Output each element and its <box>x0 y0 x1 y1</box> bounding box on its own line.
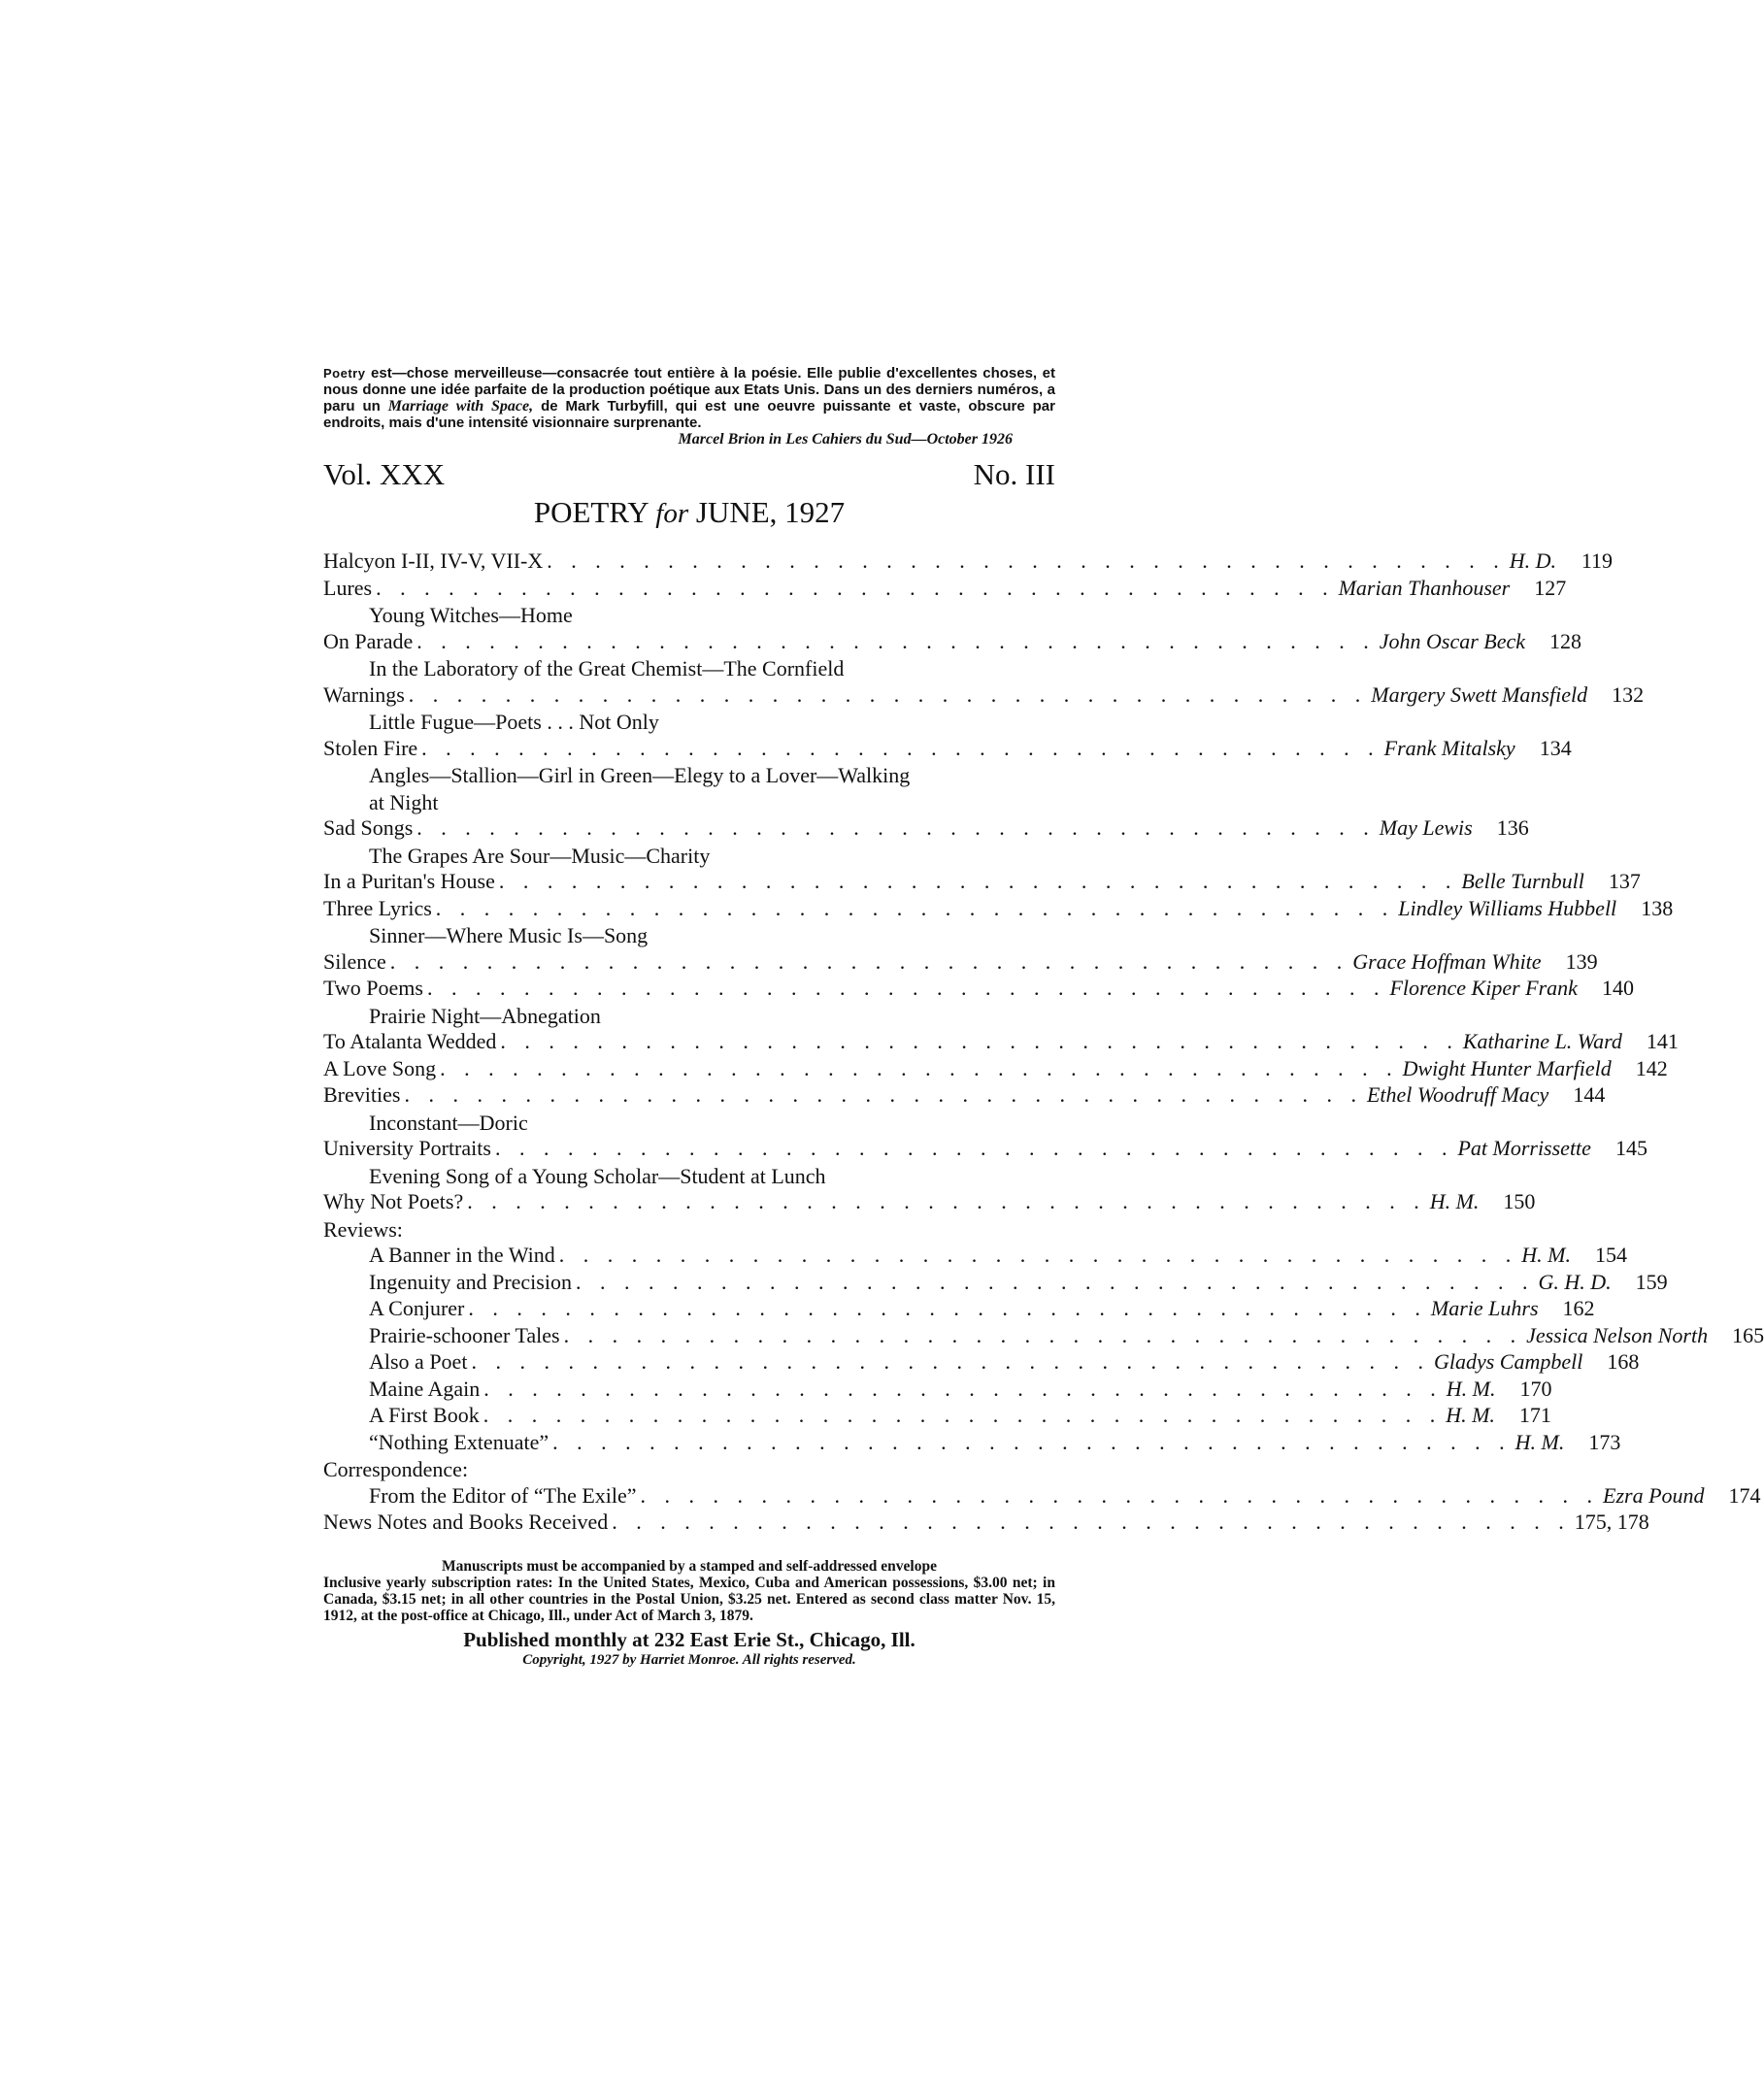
toc-page-number: 174 <box>1728 1482 1761 1508</box>
dot-leader: . . . . . . . . . . . . . . . . . . . . . . . . . . . . . . . . . . . . . . . . <box>389 948 1349 974</box>
page-title <box>323 495 1055 531</box>
toc-author: Pat Morrissette <box>1457 1136 1591 1160</box>
toc-author: Ezra Pound <box>1603 1482 1705 1508</box>
dot-leader: . . . . . . . . . . . . . . . . . . . . . . . . . . . . . . . . . . . . . . . . <box>435 895 1395 920</box>
toc-title: Prairie-schooner Tales <box>369 1322 560 1347</box>
toc-entry <box>323 548 1614 576</box>
toc-page-number: 159 <box>1635 1269 1668 1294</box>
toc-entry <box>323 1189 1536 1216</box>
toc-title: From the Editor of “The Exile” <box>369 1482 637 1508</box>
toc-author: H. M. <box>1446 1376 1496 1401</box>
dot-leader: . . . . . . . . . . . . . . . . . . . . . . . . . . . . . . . . . . . . . . . . <box>467 1189 1426 1213</box>
toc-page-number: 171 <box>1518 1403 1551 1427</box>
toc-page-number: 138 <box>1641 895 1674 920</box>
toc-title: News Notes and Books Received <box>323 1510 609 1534</box>
magazine-page <box>323 365 1764 1669</box>
toc-author: Florence Kiper Frank <box>1389 976 1578 1000</box>
toc-author: Margery Swett Mansfield <box>1371 681 1588 707</box>
toc-author: H. M. <box>1429 1189 1480 1213</box>
dot-leader: . . . . . . . . . . . . . . . . . . . . . . . . . . . . . . . . . . . . . . . . <box>416 628 1376 653</box>
dot-leader: . . . . . . . . . . . . . . . . . . . . . . . . . . . . . . . . . . . . . . . . <box>471 1349 1430 1374</box>
reviews-heading: Reviews: <box>323 1216 403 1242</box>
toc-subtitles: Sinner—Where Music Is—Song <box>369 923 649 947</box>
volume-label: Vol. XXX <box>323 457 446 491</box>
toc-title: Brevities <box>323 1082 401 1107</box>
toc-page-number: 139 <box>1565 948 1598 974</box>
dot-leader: . . . . . . . . . . . . . . . . . . . . . . . . . . . . . . . . . . . . . . . . <box>483 1403 1443 1427</box>
dot-leader: . . . . . . . . . . . . . . . . . . . . . . . . . . . . . . . . . . . . . . . . <box>498 869 1458 893</box>
toc-author: Dwight Hunter Marfield <box>1402 1055 1612 1080</box>
toc-page-number: 134 <box>1539 735 1572 760</box>
review-entry <box>323 1376 1552 1404</box>
toc-subtitles: Prairie Night—Abnegation <box>369 1003 601 1028</box>
dot-leader: . . . . . . . . . . . . . . . . . . . . . . . . . . . . . . . . . . . . . . . . <box>416 815 1376 840</box>
review-entry <box>323 1322 1764 1350</box>
dot-leader: . . . . . . . . . . . . . . . . . . . . . . . . . . . . . . . . . . . . . . . . <box>558 1243 1518 1267</box>
dot-leader: . . . . . . . . . . . . . . . . . . . . . . . . . . . . . . . . . . . . . . . . <box>421 735 1381 760</box>
dot-leader: . . . . . . . . . . . . . . . . . . . . . . . . . . . . . . . . . . . . . . . . <box>500 1029 1459 1053</box>
toc-subtitles: In the Laboratory of the Great Chemist—The Cornfield <box>369 656 845 680</box>
toc-subtitles: at Night <box>369 789 439 814</box>
toc-entry <box>323 1082 1606 1110</box>
toc-title: A Love Song <box>323 1055 437 1080</box>
toc-page-number: 150 <box>1503 1189 1536 1213</box>
press-quote <box>323 365 1055 431</box>
toc-author: Lindley Williams Hubbell <box>1398 895 1617 920</box>
toc-author: John Oscar Beck <box>1379 628 1526 653</box>
dot-leader: . . . . . . . . . . . . . . . . . . . . . . . . . . . . . . . . . . . . . . . . <box>404 1082 1363 1107</box>
dot-leader: . . . . . . . . . . . . . . . . . . . . . . . . . . . . . . . . . . . . . . . . <box>440 1055 1399 1080</box>
dot-leader: . . . . . . . . . . . . . . . . . . . . . . . . . . . . . . . . . . . . . . . . <box>483 1376 1443 1401</box>
toc-page-number: 128 <box>1549 628 1582 653</box>
dot-leader: . . . . . . . . . . . . . . . . . . . . . . . . . . . . . . . . . . . . . . . . <box>563 1322 1523 1347</box>
toc-title: Maine Again <box>369 1376 481 1401</box>
quote-italic-title: Marriage with Space, <box>387 398 534 415</box>
volume-row <box>323 458 1055 491</box>
toc-title: A Banner in the Wind <box>369 1243 555 1267</box>
toc-title: “Nothing Extenuate” <box>369 1429 549 1454</box>
toc-title: Why Not Poets? <box>323 1189 464 1213</box>
title-for: for <box>655 498 689 529</box>
toc-page-number: 162 <box>1562 1296 1595 1320</box>
toc-page-number: 119 <box>1581 548 1614 573</box>
review-entry <box>323 1429 1621 1457</box>
news-entry <box>323 1510 1649 1537</box>
toc-subtitles: Evening Song of a Young Scholar—Student at Lunch <box>369 1163 826 1188</box>
toc-entry <box>323 948 1598 977</box>
review-entry <box>323 1243 1628 1270</box>
toc-author: Frank Mitalsky <box>1383 735 1515 760</box>
toc-entry <box>323 869 1641 896</box>
toc-page-number: 127 <box>1534 575 1567 600</box>
toc-title: Warnings <box>323 681 405 707</box>
subscription-note: Inclusive yearly subscription rates: In the United States, Mexico, Cuba and American possessions, $3.00 net; in Canada, $3.15 net; in all other countries in the Postal Union, $3.25 net. Entered as second class matter Nov. 15, 1912, at the post-office at Chicago, Ill., under Act of March 3, 1879. <box>323 1574 1055 1624</box>
review-entry <box>323 1296 1595 1323</box>
title-part-1: POETRY <box>533 495 656 529</box>
toc-title: On Parade <box>323 628 414 653</box>
toc-title: In a Puritan's House <box>323 869 495 893</box>
toc-page-number: 141 <box>1646 1029 1679 1053</box>
toc-author: G. H. D. <box>1538 1269 1612 1294</box>
correspondence-entry <box>323 1482 1761 1510</box>
toc-entry <box>323 1136 1648 1163</box>
quote-smallcaps-word: Poetry <box>323 366 366 381</box>
toc-title: A First Book <box>369 1403 480 1427</box>
issue-number: No. III <box>973 457 1055 491</box>
toc-author: H. M. <box>1521 1243 1572 1267</box>
toc-subtitles: Angles—Stallion—Girl in Green—Elegy to a Lover—Walking <box>369 763 911 787</box>
dot-leader: . . . . . . . . . . . . . . . . . . . . . . . . . . . . . . . . . . . . . . . . <box>468 1296 1427 1320</box>
toc-page-number: 137 <box>1608 869 1641 893</box>
toc-author: Ethel Woodruff Macy <box>1366 1082 1549 1107</box>
toc-title: Halcyon I-II, IV-V, VII-X <box>323 548 544 573</box>
toc-title: A Conjurer <box>369 1296 465 1320</box>
toc-title: Silence <box>323 948 386 974</box>
toc-author: Belle Turnbull <box>1461 869 1584 893</box>
toc-page-number: 136 <box>1496 815 1529 840</box>
toc-page-number: 140 <box>1601 976 1634 1000</box>
publisher-address: Published monthly at 232 East Erie St., Chicago, Ill. <box>463 1627 915 1651</box>
correspondence-heading: Correspondence: <box>323 1457 469 1481</box>
toc-page-number: 170 <box>1519 1376 1552 1401</box>
toc-author: H. M. <box>1446 1403 1495 1427</box>
toc-title: Two Poems <box>323 976 423 1000</box>
toc-entry <box>323 815 1529 843</box>
toc-entry <box>323 628 1582 656</box>
dot-leader: . . . . . . . . . . . . . . . . . . . . . . . . . . . . . . . . . . . . . . . . <box>376 575 1335 600</box>
dot-leader: . . . . . . . . . . . . . . . . . . . . . . . . . . . . . . . . . . . . . . . . <box>408 681 1368 707</box>
toc-title: University Portraits <box>323 1136 491 1160</box>
review-entry <box>323 1403 1551 1430</box>
toc-author: Grace Hoffman White <box>1352 948 1542 974</box>
toc-entry <box>323 976 1634 1003</box>
toc-entry <box>323 1029 1679 1056</box>
title-part-2: JUNE, 1927 <box>688 495 846 529</box>
dot-leader: . . . . . . . . . . . . . . . . . . . . . . . . . . . . . . . . . . . . . . . . <box>547 548 1506 573</box>
dot-leader: . . . . . . . . . . . . . . . . . . . . . . . . . . . . . . . . . . . . . . . . <box>552 1429 1512 1454</box>
toc-page-number: 154 <box>1595 1243 1628 1267</box>
copyright-notice: Copyright, 1927 by Harriet Monroe. All rights reserved. <box>522 1651 856 1668</box>
toc-page-number: 168 <box>1607 1349 1640 1374</box>
toc-author: H. D. <box>1509 548 1557 573</box>
toc-entry <box>323 735 1572 763</box>
dot-leader: . . . . . . . . . . . . . . . . . . . . . . . . . . . . . . . . . . . . . . . . <box>575 1269 1535 1294</box>
toc-author: H. M. <box>1514 1429 1565 1454</box>
publication-footer <box>323 1558 1055 1624</box>
toc-page-number: 142 <box>1635 1055 1668 1080</box>
toc-page-number: 165 <box>1732 1322 1764 1347</box>
toc-subtitles: Young Witches—Home <box>369 603 573 627</box>
toc-page-number: 132 <box>1612 681 1645 707</box>
toc-entry <box>323 1055 1668 1083</box>
toc-entry <box>323 681 1645 710</box>
review-entry <box>323 1269 1668 1297</box>
toc-title: Sad Songs <box>323 815 414 840</box>
dot-leader: . . . . . . . . . . . . . . . . . . . . . . . . . . . . . . . . . . . . . . . . <box>640 1482 1600 1508</box>
dot-leader: . . . . . . . . . . . . . . . . . . . . . . . . . . . . . . . . . . . . . . . . <box>612 1510 1571 1534</box>
toc-author: Marian Thanhouser <box>1338 575 1511 600</box>
review-entry <box>323 1349 1640 1377</box>
dot-leader: . . . . . . . . . . . . . . . . . . . . . . . . . . . . . . . . . . . . . . . . <box>426 976 1386 1000</box>
toc-entry <box>323 895 1674 923</box>
toc-page-number: 145 <box>1614 1136 1648 1160</box>
toc-title: Three Lyrics <box>323 895 432 920</box>
table-of-contents <box>323 548 1764 1537</box>
toc-author: Gladys Campbell <box>1433 1349 1583 1374</box>
toc-subtitles: Little Fugue—Poets . . . Not Only <box>369 710 659 734</box>
toc-title: Ingenuity and Precision <box>369 1269 572 1294</box>
quote-text-1: est—chose merveilleuse—consacrée tout entière à la poésie. Elle publie d'excellentes choses, et nous donne une idée parfaite de la production poétique aux Etats Unis. Dans un des derniers numéros, a paru un <box>323 365 1055 415</box>
dot-leader: . . . . . . . . . . . . . . . . . . . . . . . . . . . . . . . . . . . . . . . . <box>494 1136 1454 1160</box>
toc-author: Marie Luhrs <box>1430 1296 1539 1320</box>
toc-title: Stolen Fire <box>323 735 418 760</box>
toc-author: Katharine L. Ward <box>1462 1029 1622 1053</box>
toc-page-number: 175, 178 <box>1574 1510 1649 1534</box>
toc-author: Jessica Nelson North <box>1526 1322 1709 1347</box>
toc-page-number: 144 <box>1573 1082 1606 1107</box>
toc-author: May Lewis <box>1379 815 1473 840</box>
toc-entry <box>323 575 1567 603</box>
manuscripts-note: Manuscripts must be accompanied by a stamped and self-addressed envelope <box>442 1557 937 1575</box>
quote-attribution: Marcel Brion in Les Cahiers du Sud—October 1926 <box>678 431 1013 448</box>
toc-subtitles: Inconstant—Doric <box>369 1110 528 1135</box>
toc-title: Lures <box>323 575 373 600</box>
toc-page-number: 173 <box>1588 1429 1621 1454</box>
quote-text-2: de Mark Turbyfill, qui est une oeuvre puissante et vaste, obscure par endroits, mais d'une intensité visionnaire surprenante. <box>323 398 1055 431</box>
toc-title: Also a Poet <box>369 1349 468 1374</box>
toc-subtitles: The Grapes Are Sour—Music—Charity <box>369 843 711 868</box>
toc-title: To Atalanta Wedded <box>323 1029 497 1053</box>
